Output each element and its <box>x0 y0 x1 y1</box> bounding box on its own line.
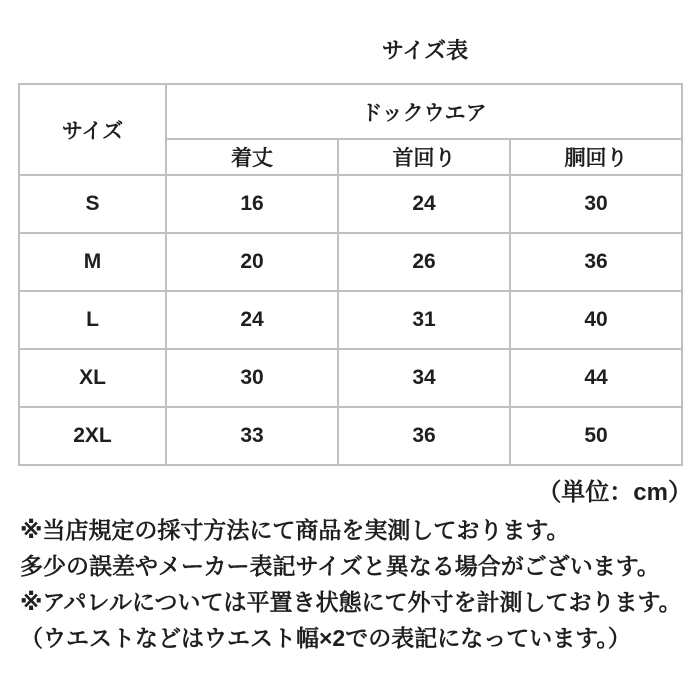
footnote-line: 多少の誤差やメーカー表記サイズと異なる場合がございます。 <box>20 553 660 579</box>
col-header-neck: 首回り <box>338 139 510 175</box>
footnote-line: ※アパレルについては平置き状態にて外寸を計測しております。 <box>20 589 682 615</box>
value-cell: 30 <box>510 175 682 233</box>
col-header-length: 着丈 <box>166 139 338 175</box>
size-cell: L <box>19 291 166 349</box>
dogwear-group-header: ドックウエア <box>166 84 682 139</box>
table-row <box>19 175 682 233</box>
value-cell: 24 <box>338 175 510 233</box>
value-cell: 40 <box>510 291 682 349</box>
value-cell: 44 <box>510 349 682 407</box>
table-row <box>19 349 682 407</box>
footnote-line: （ウエストなどはウエスト幅×2での表記になっています。） <box>20 625 631 651</box>
value-cell: 24 <box>166 291 338 349</box>
value-cell: 26 <box>338 233 510 291</box>
value-cell: 36 <box>510 233 682 291</box>
value-cell: 20 <box>166 233 338 291</box>
value-cell: 31 <box>338 291 510 349</box>
size-cell: 2XL <box>19 407 166 465</box>
value-cell: 50 <box>510 407 682 465</box>
table-row <box>19 407 682 465</box>
size-column-header: サイズ <box>19 84 166 175</box>
value-cell: 34 <box>338 349 510 407</box>
header-row-group <box>19 84 682 139</box>
col-header-girth: 胴回り <box>510 139 682 175</box>
size-table <box>18 83 683 466</box>
size-cell: M <box>19 233 166 291</box>
footnotes <box>20 512 698 656</box>
unit-note: （単位：cm） <box>537 479 692 506</box>
size-cell: XL <box>19 349 166 407</box>
table-row <box>19 291 682 349</box>
page-title: サイズ表 <box>381 38 469 63</box>
value-cell: 36 <box>338 407 510 465</box>
size-cell: S <box>19 175 166 233</box>
table-row <box>19 233 682 291</box>
value-cell: 33 <box>166 407 338 465</box>
value-cell: 30 <box>166 349 338 407</box>
footnote-line: ※当店規定の採寸方法にて商品を実測しております。 <box>20 517 570 543</box>
value-cell: 16 <box>166 175 338 233</box>
